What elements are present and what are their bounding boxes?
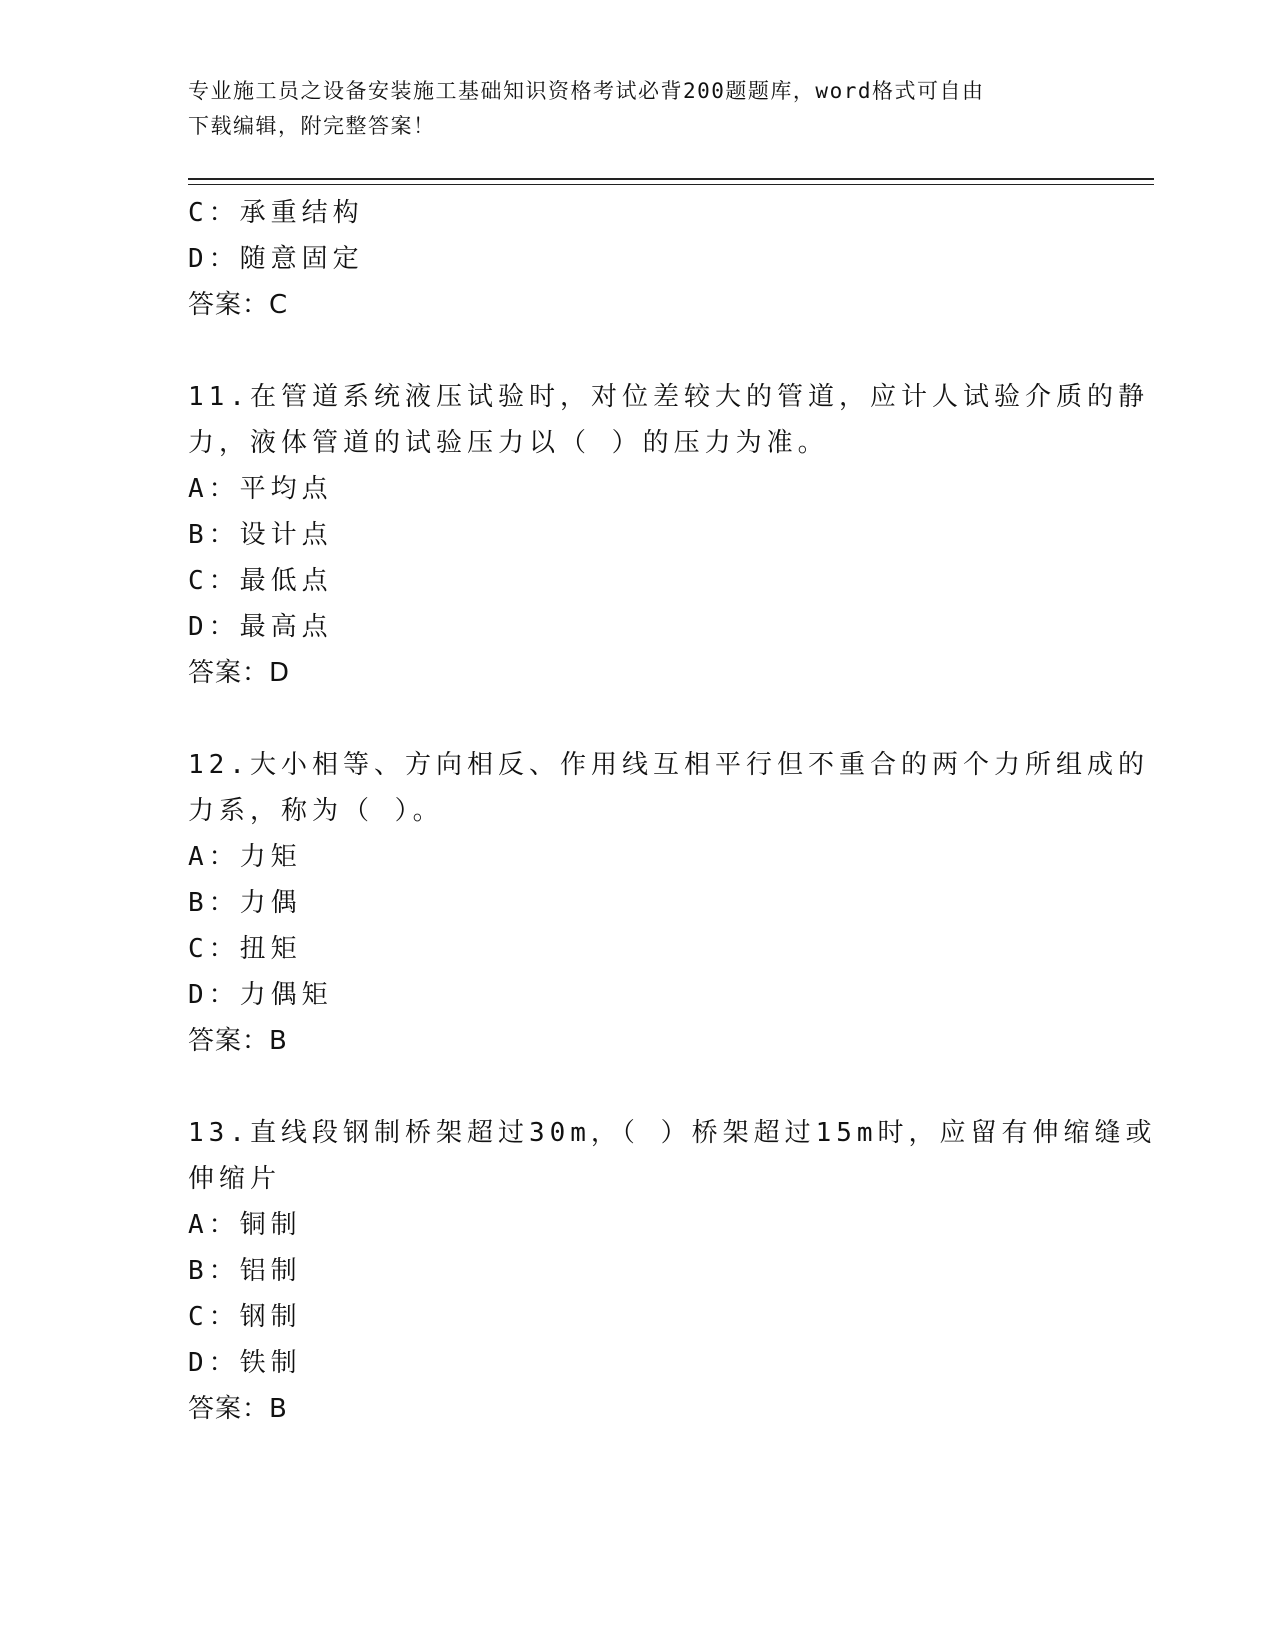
option-c: C：钢制 bbox=[188, 1302, 302, 1332]
header-line-1: 专业施工员之设备安装施工基础知识资格考试必背200题题库，word格式可自由 bbox=[188, 79, 985, 103]
question-block-10 bbox=[188, 190, 1088, 328]
question-text-line-2: 力，液体管道的试验压力以（ ）的压力为准。 bbox=[188, 428, 829, 458]
header-divider-thick bbox=[188, 178, 1154, 180]
option-c: C：最低点 bbox=[188, 566, 333, 596]
option-d: D：随意固定 bbox=[188, 244, 364, 274]
question-block-11 bbox=[188, 374, 1149, 696]
option-d: D：力偶矩 bbox=[188, 980, 333, 1010]
answer-line: 答案：B bbox=[188, 1026, 288, 1056]
question-block-13 bbox=[188, 1110, 1157, 1432]
option-c: C：承重结构 bbox=[188, 198, 364, 228]
option-d: D：最高点 bbox=[188, 612, 333, 642]
document-header bbox=[188, 74, 1068, 144]
question-list bbox=[188, 190, 1157, 1432]
option-c: C：扭矩 bbox=[188, 934, 302, 964]
question-block-12 bbox=[188, 742, 1149, 1064]
question-text-line-2: 伸缩片 bbox=[188, 1164, 282, 1194]
question-text-line-1: 13.直线段钢制桥架超过30m，（ ）桥架超过15m时，应留有伸缩缝或 bbox=[188, 1118, 1157, 1148]
question-text-line-1: 12.大小相等、方向相反、作用线互相平行但不重合的两个力所组成的 bbox=[188, 750, 1149, 780]
option-b: B：铝制 bbox=[188, 1256, 302, 1286]
header-line-2: 下载编辑，附完整答案！ bbox=[188, 114, 436, 138]
question-text-line-2: 力系，称为（ ）。 bbox=[188, 796, 444, 826]
answer-line: 答案：B bbox=[188, 1394, 288, 1424]
option-a: A：力矩 bbox=[188, 842, 302, 872]
option-d: D：铁制 bbox=[188, 1348, 302, 1378]
option-a: A：铜制 bbox=[188, 1210, 302, 1240]
question-text-line-1: 11.在管道系统液压试验时，对位差较大的管道，应计人试验介质的静 bbox=[188, 382, 1149, 412]
answer-line: 答案：D bbox=[188, 658, 291, 688]
option-a: A：平均点 bbox=[188, 474, 333, 504]
option-b: B：设计点 bbox=[188, 520, 333, 550]
answer-line: 答案：C bbox=[188, 290, 289, 320]
option-b: B：力偶 bbox=[188, 888, 302, 918]
header-divider-thin bbox=[188, 184, 1154, 185]
